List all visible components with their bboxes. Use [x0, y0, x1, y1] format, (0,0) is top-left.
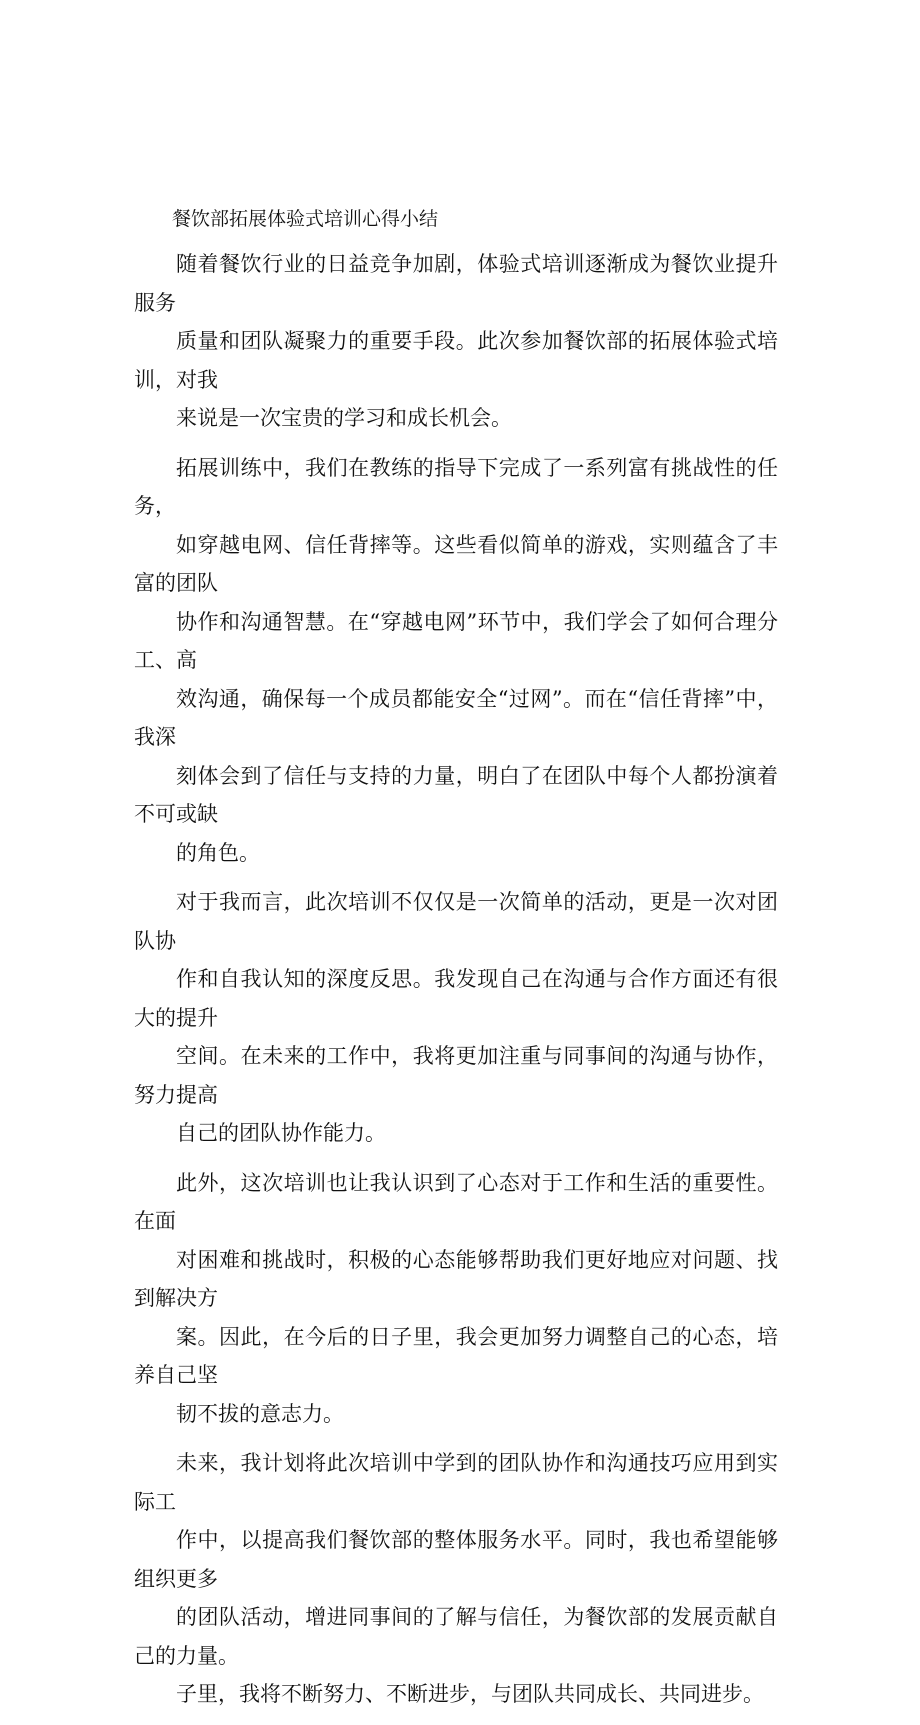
paragraph-line: 效沟通，确保每一个成员都能安全“过网”。而在“信任背摔”中，我深 — [134, 686, 778, 749]
paragraph-line: 对于我而言，此次培训不仅仅是一次简单的活动，更是一次对团队协 — [134, 890, 778, 953]
paragraph-line: 质量和团队凝聚力的重要手段。此次参加餐饮部的拓展体验式培训，对我 — [134, 329, 778, 392]
paragraph-line: 此外，这次培训也让我认识到了心态对于工作和生活的重要性。在面 — [134, 1170, 778, 1233]
paragraph-training — [134, 449, 778, 873]
paragraph-line: 作和自我认知的深度反思。我发现自己在沟通与合作方面还有很大的提升 — [134, 967, 778, 1030]
document-title: 餐饮部拓展体验式培训心得小结 — [172, 208, 439, 230]
paragraph-line: 的团队活动，增进同事间的了解与信任，为餐饮部的发展贡献自己的力量。 — [134, 1605, 778, 1668]
paragraph-line: 如穿越电网、信任背摔等。这些看似简单的游戏，实则蕴含了丰富的团队 — [134, 532, 778, 595]
paragraph-line: 作中，以提高我们餐饮部的整体服务水平。同时，我也希望能够组织更多 — [134, 1528, 778, 1591]
paragraph-line: 韧不拔的意志力。 — [176, 1401, 344, 1426]
paragraph-line: 刻体会到了信任与支持的力量，明白了在团队中每个人都扮演着不可或缺 — [134, 763, 778, 826]
paragraph-line: 子里，我将不断努力、不断进步，与团队共同成长、共同进步。 — [176, 1682, 764, 1706]
paragraph-line: 案。因此，在今后的日子里，我会更加努力调整自己的心态，培养自己坚 — [134, 1324, 778, 1387]
paragraph-line: 拓展训练中，我们在教练的指导下完成了一系列富有挑战性的任务， — [134, 455, 778, 518]
paragraph-line: 未来，我计划将此次培训中学到的团队协作和沟通技巧应用到实际工 — [134, 1451, 778, 1514]
paragraph-line: 来说是一次宝贵的学习和成长机会。 — [176, 406, 512, 430]
paragraph-intro — [134, 245, 778, 438]
paragraph-line: 随着餐饮行业的日益竞争加剧，体验式培训逐渐成为餐饮业提升服务 — [134, 252, 778, 315]
paragraph-line: 空间。在未来的工作中，我将更加注重与同事间的沟通与协作，努力提高 — [134, 1044, 778, 1107]
paragraph-line: 的角色。 — [176, 840, 260, 865]
paragraph-mindset — [134, 1164, 778, 1434]
paragraph-future — [134, 1444, 778, 1714]
paragraph-line: 协作和沟通智慧。在“穿越电网”环节中，我们学会了如何合理分工、高 — [134, 609, 778, 672]
paragraph-reflection — [134, 883, 778, 1153]
paragraph-line: 自己的团队协作能力。 — [176, 1121, 386, 1145]
document-body — [134, 205, 778, 1725]
paragraph-line: 对困难和挑战时，积极的心态能够帮助我们更好地应对问题、找到解决方 — [134, 1247, 778, 1310]
